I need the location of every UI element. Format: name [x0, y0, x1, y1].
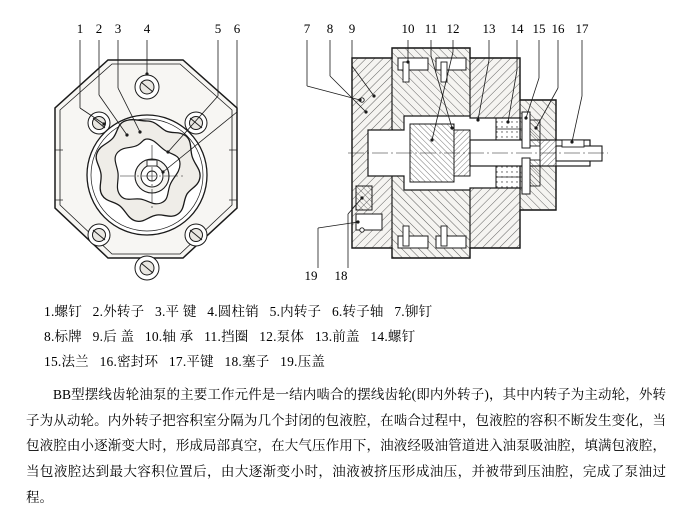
callout-18: 18: [334, 268, 348, 283]
legend-item: 14.螺钉: [370, 328, 416, 344]
callout-3: 3: [114, 21, 122, 36]
callout-13: 13: [482, 21, 496, 36]
legend-item: 17.平键: [168, 353, 214, 369]
callout-1: 1: [76, 21, 84, 36]
callout-17: 17: [575, 21, 589, 36]
callout-19: 19: [304, 268, 318, 283]
description-paragraph: BB型摆线齿轮油泵的主要工作元件是一结内啮合的摆线齿轮(即内外转子)，其中内转子为主动轮，外转子为从动轮。内外转子把容积室分隔为几个封闭的包液腔，在啮合过程中，包液腔的容积不断发生变化，当包液腔由小逐渐变大时，形成局部真空，在大气压作用下，油液经吸油管道进入油泵吸油腔，填满包液腔，当包液腔达到最大容积位置后，由大逐渐变小时，油液被挤压形成油压，并被带到压油腔，完成了泵油过程。: [26, 387, 666, 505]
callout-10: 10: [401, 21, 415, 36]
legend-item: 4.圆柱销: [207, 304, 259, 319]
legend-item: 13.前盖: [314, 328, 360, 344]
callout-4: 4: [143, 21, 151, 36]
legend-item: 3.平 键: [155, 304, 197, 319]
callout-16: 16: [551, 21, 565, 36]
callout-15: 15: [532, 21, 546, 36]
callout-7: 7: [303, 21, 311, 36]
callout-9: 9: [348, 21, 356, 36]
legend-item: 6.转子轴: [331, 304, 384, 319]
section-view: [348, 48, 608, 258]
callout-12: 12: [446, 21, 460, 36]
legend-item: 18.塞子: [224, 353, 270, 369]
legend-item: 16.密封环: [99, 353, 159, 369]
legend-item: 5.内转子: [269, 304, 322, 319]
legend-item: 1.螺钉: [44, 304, 82, 319]
legend-item: 7.铆钉: [394, 304, 433, 319]
legend-item: 15.法兰: [44, 353, 89, 369]
legend-item: 19.压盖: [280, 353, 326, 369]
description-block: [26, 382, 666, 510]
callout-11: 11: [424, 21, 438, 36]
legend-item: 9.后 盖: [92, 328, 135, 344]
callout-2: 2: [95, 21, 103, 36]
front-view-callout-numbers: [77, 21, 241, 36]
callout-6: 6: [233, 21, 241, 36]
legend-item: 10.轴 承: [144, 328, 194, 344]
legend-item: 2.外转子: [92, 304, 145, 319]
legend-item: 11.挡圈: [204, 328, 249, 344]
legend-item: 12.泵体: [259, 328, 305, 344]
legend-row: [0, 300, 690, 325]
callout-14: 14: [510, 21, 524, 36]
legend-item: 8.标牌: [44, 328, 82, 344]
legend-row: [0, 350, 690, 375]
parts-legend: [0, 300, 690, 375]
callout-5: 5: [214, 21, 222, 36]
front-view: [55, 60, 237, 280]
callout-8: 8: [326, 21, 334, 36]
legend-row: [0, 325, 690, 350]
